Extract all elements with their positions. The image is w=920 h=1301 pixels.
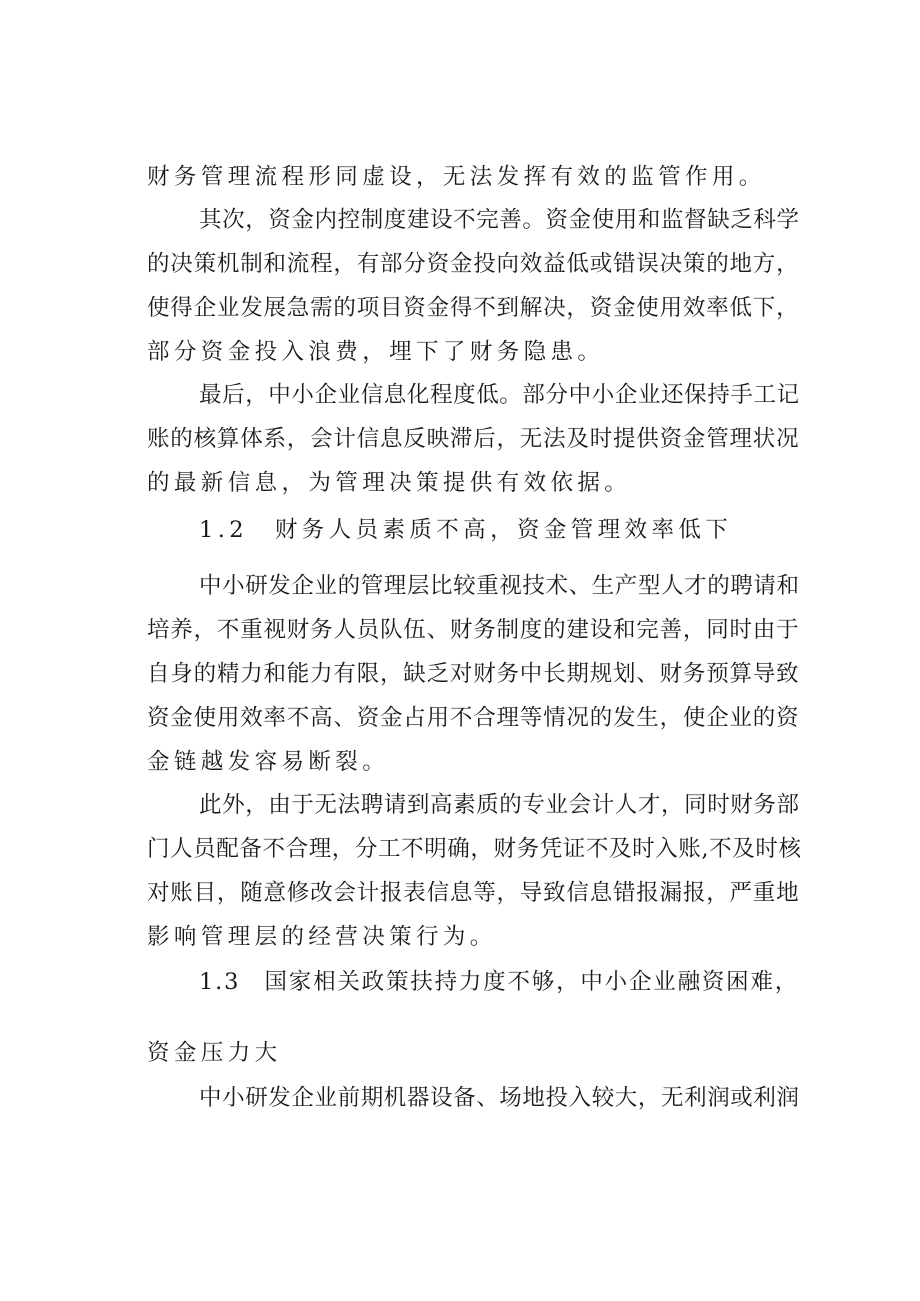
paragraph-line: 对账目，随意修改会计报表信息等，导致信息错报漏报，严重地 xyxy=(147,880,800,906)
paragraph-line: 影响管理层的经营决策行为。 xyxy=(147,924,497,950)
paragraph-line: 中小研发企业的管理层比较重视技术、生产型人才的聘请和 xyxy=(199,573,800,599)
paragraph-line: 此外，由于无法聘请到高素质的专业会计人才，同时财务部 xyxy=(199,792,800,818)
paragraph-line: 使得企业发展急需的项目资金得不到解决，资金使用效率低下， xyxy=(147,295,800,321)
paragraph-line: 中小研发企业前期机器设备、场地投入较大，无利润或利润 xyxy=(199,1085,800,1111)
paragraph-line: 门人员配备不合理，分工不明确，财务凭证不及时入账,不及时核 xyxy=(147,836,802,862)
paragraph-line: 金链越发容易断裂。 xyxy=(147,749,390,775)
section-heading: 1.3 国家相关政策扶持力度不够，中小企业融资困难， xyxy=(199,969,800,995)
paragraph-line: 账的核算体系，会计信息反映滞后，无法及时提供资金管理状况 xyxy=(147,426,800,452)
paragraph-line: 财务管理流程形同虚设，无法发挥有效的监管作用。 xyxy=(147,164,766,190)
section-heading: 1.2 财务人员素质不高，资金管理效率低下 xyxy=(199,517,733,543)
paragraph-line: 资金使用效率不高、资金占用不合理等情况的发生，使企业的资 xyxy=(147,705,800,731)
paragraph-line: 的最新信息，为管理决策提供有效依据。 xyxy=(147,470,632,496)
paragraph-line: 其次，资金内控制度建设不完善。资金使用和监督缺乏科学 xyxy=(199,207,800,233)
section-heading-continuation: 资金压力大 xyxy=(147,1040,282,1066)
paragraph-line: 部分资金投入浪费，埋下了财务隐患。 xyxy=(147,339,605,365)
paragraph-line: 的决策机制和流程，有部分资金投向效益低或错误决策的地方， xyxy=(147,251,800,277)
paragraph-line: 培养，不重视财务人员队伍、财务制度的建设和完善，同时由于 xyxy=(147,617,800,643)
paragraph-line: 最后，中小企业信息化程度低。部分中小企业还保持手工记 xyxy=(199,382,800,408)
paragraph-line: 自身的精力和能力有限，缺乏对财务中长期规划、财务预算导致 xyxy=(147,661,800,687)
